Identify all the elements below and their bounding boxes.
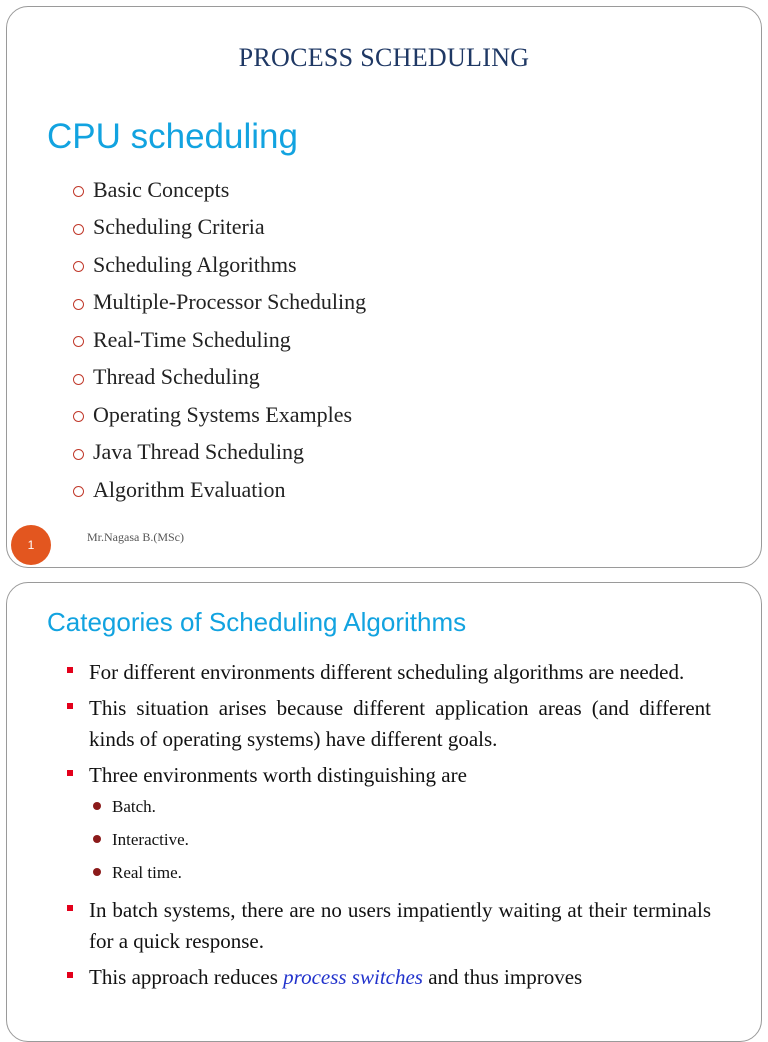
slide-footer: Mr.Nagasa B.(MSc): [87, 530, 184, 544]
square-bullet-icon: [67, 972, 73, 978]
list-item: Algorithm Evaluation: [73, 471, 366, 509]
square-bullet-icon: [67, 905, 73, 911]
slide-2: [6, 582, 762, 1042]
dot-bullet-icon: [93, 868, 101, 876]
emphasized-term: process switches: [283, 965, 423, 989]
slide-1: [6, 6, 762, 568]
square-bullet-icon: [67, 667, 73, 673]
sub-bullet-item: Interactive.: [63, 829, 711, 851]
list-item: Scheduling Algorithms: [73, 246, 366, 284]
list-item: Java Thread Scheduling: [73, 434, 366, 472]
bullet-item: In batch systems, there are no users impatiently waiting at their terminals for a quick response.: [63, 895, 711, 957]
ring-bullet-icon: [73, 486, 84, 497]
topic-list: [73, 171, 366, 509]
ring-bullet-icon: [73, 449, 84, 460]
bullet-item: This situation arises because different application areas (and different kinds of operating systems) have different goals.: [63, 693, 711, 755]
bullet-item: For different environments different scheduling algorithms are needed.: [63, 657, 711, 688]
ring-bullet-icon: [73, 336, 84, 347]
ring-bullet-icon: [73, 186, 84, 197]
slide-heading: CPU scheduling: [47, 117, 298, 156]
ring-bullet-icon: [73, 224, 84, 235]
slide-body: [63, 657, 711, 998]
sub-bullet-item: Batch.: [63, 796, 711, 818]
list-item: Scheduling Criteria: [73, 209, 366, 247]
list-item: Basic Concepts: [73, 171, 366, 209]
list-item: Operating Systems Examples: [73, 396, 366, 434]
bullet-item: This approach reduces process switches and thus improves: [63, 962, 711, 993]
sub-bullet-item: Real time.: [63, 862, 711, 884]
slide-heading: Categories of Scheduling Algorithms: [47, 607, 467, 637]
list-item: Multiple-Processor Scheduling: [73, 284, 366, 322]
dot-bullet-icon: [93, 835, 101, 843]
ring-bullet-icon: [73, 299, 84, 310]
ring-bullet-icon: [73, 374, 84, 385]
list-item: Real-Time Scheduling: [73, 321, 366, 359]
bullet-item: Three environments worth distinguishing are: [63, 760, 711, 791]
square-bullet-icon: [67, 770, 73, 776]
dot-bullet-icon: [93, 802, 101, 810]
list-item: Thread Scheduling: [73, 359, 366, 397]
page-number-badge: 1: [11, 525, 51, 565]
ring-bullet-icon: [73, 411, 84, 422]
slide-title: PROCESS SCHEDULING: [238, 43, 530, 72]
ring-bullet-icon: [73, 261, 84, 272]
square-bullet-icon: [67, 703, 73, 709]
